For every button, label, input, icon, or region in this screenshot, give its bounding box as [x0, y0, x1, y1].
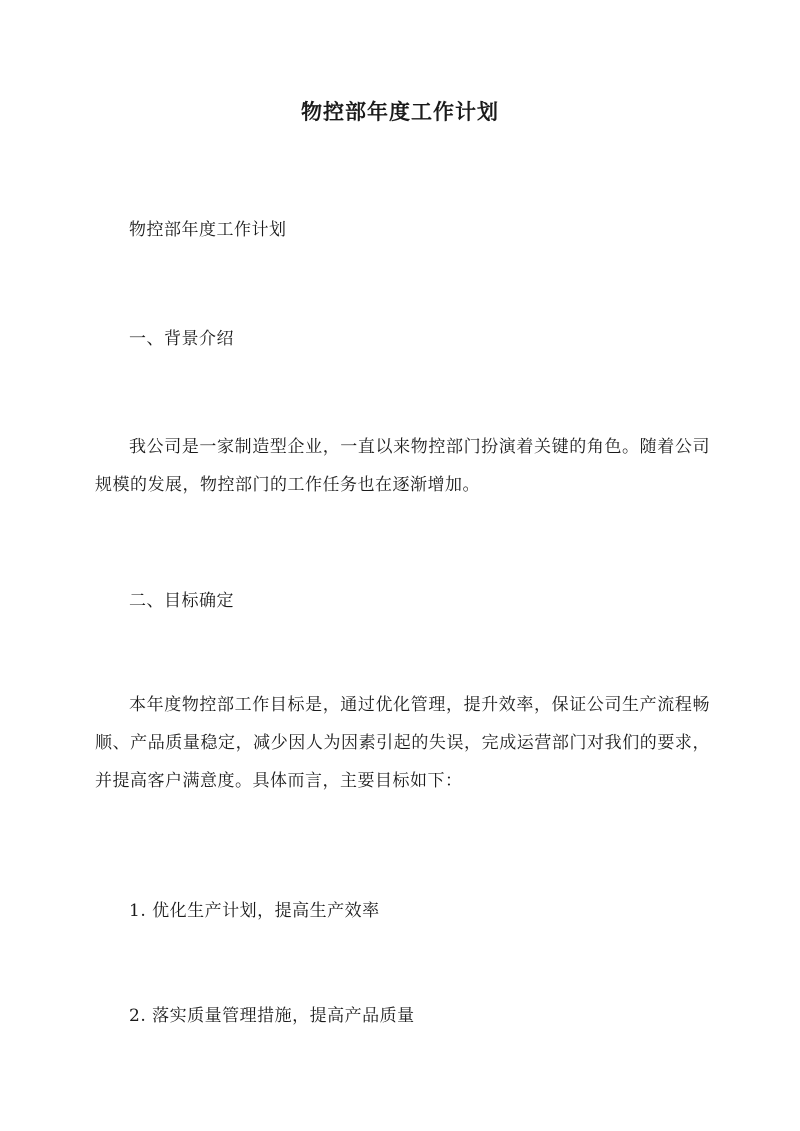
section-body-background: 我公司是一家制造型企业，一直以来物控部门扮演着关键的角色。随着公司规模的发展，物控部门的工作任务也在逐渐增加。: [95, 437, 710, 495]
goal-list-item: 2. 落实质量管理措施，提高产品质量: [129, 1006, 415, 1026]
document-subtitle: 物控部年度工作计划: [129, 220, 287, 240]
section-heading-goals: 二、目标确定: [129, 591, 234, 611]
goal-list-item: 1. 优化生产计划，提高生产效率: [129, 901, 380, 921]
section-heading-background: 一、背景介绍: [129, 329, 234, 349]
section-body-goals: 本年度物控部工作目标是，通过优化管理，提升效率，保证公司生产流程畅顺、产品质量稳定，减少因人为因素引起的失误，完成运营部门对我们的要求，并提高客户满意度。具体而言，主要目标如下：: [95, 695, 710, 791]
document-title: 物控部年度工作计划: [301, 99, 499, 124]
